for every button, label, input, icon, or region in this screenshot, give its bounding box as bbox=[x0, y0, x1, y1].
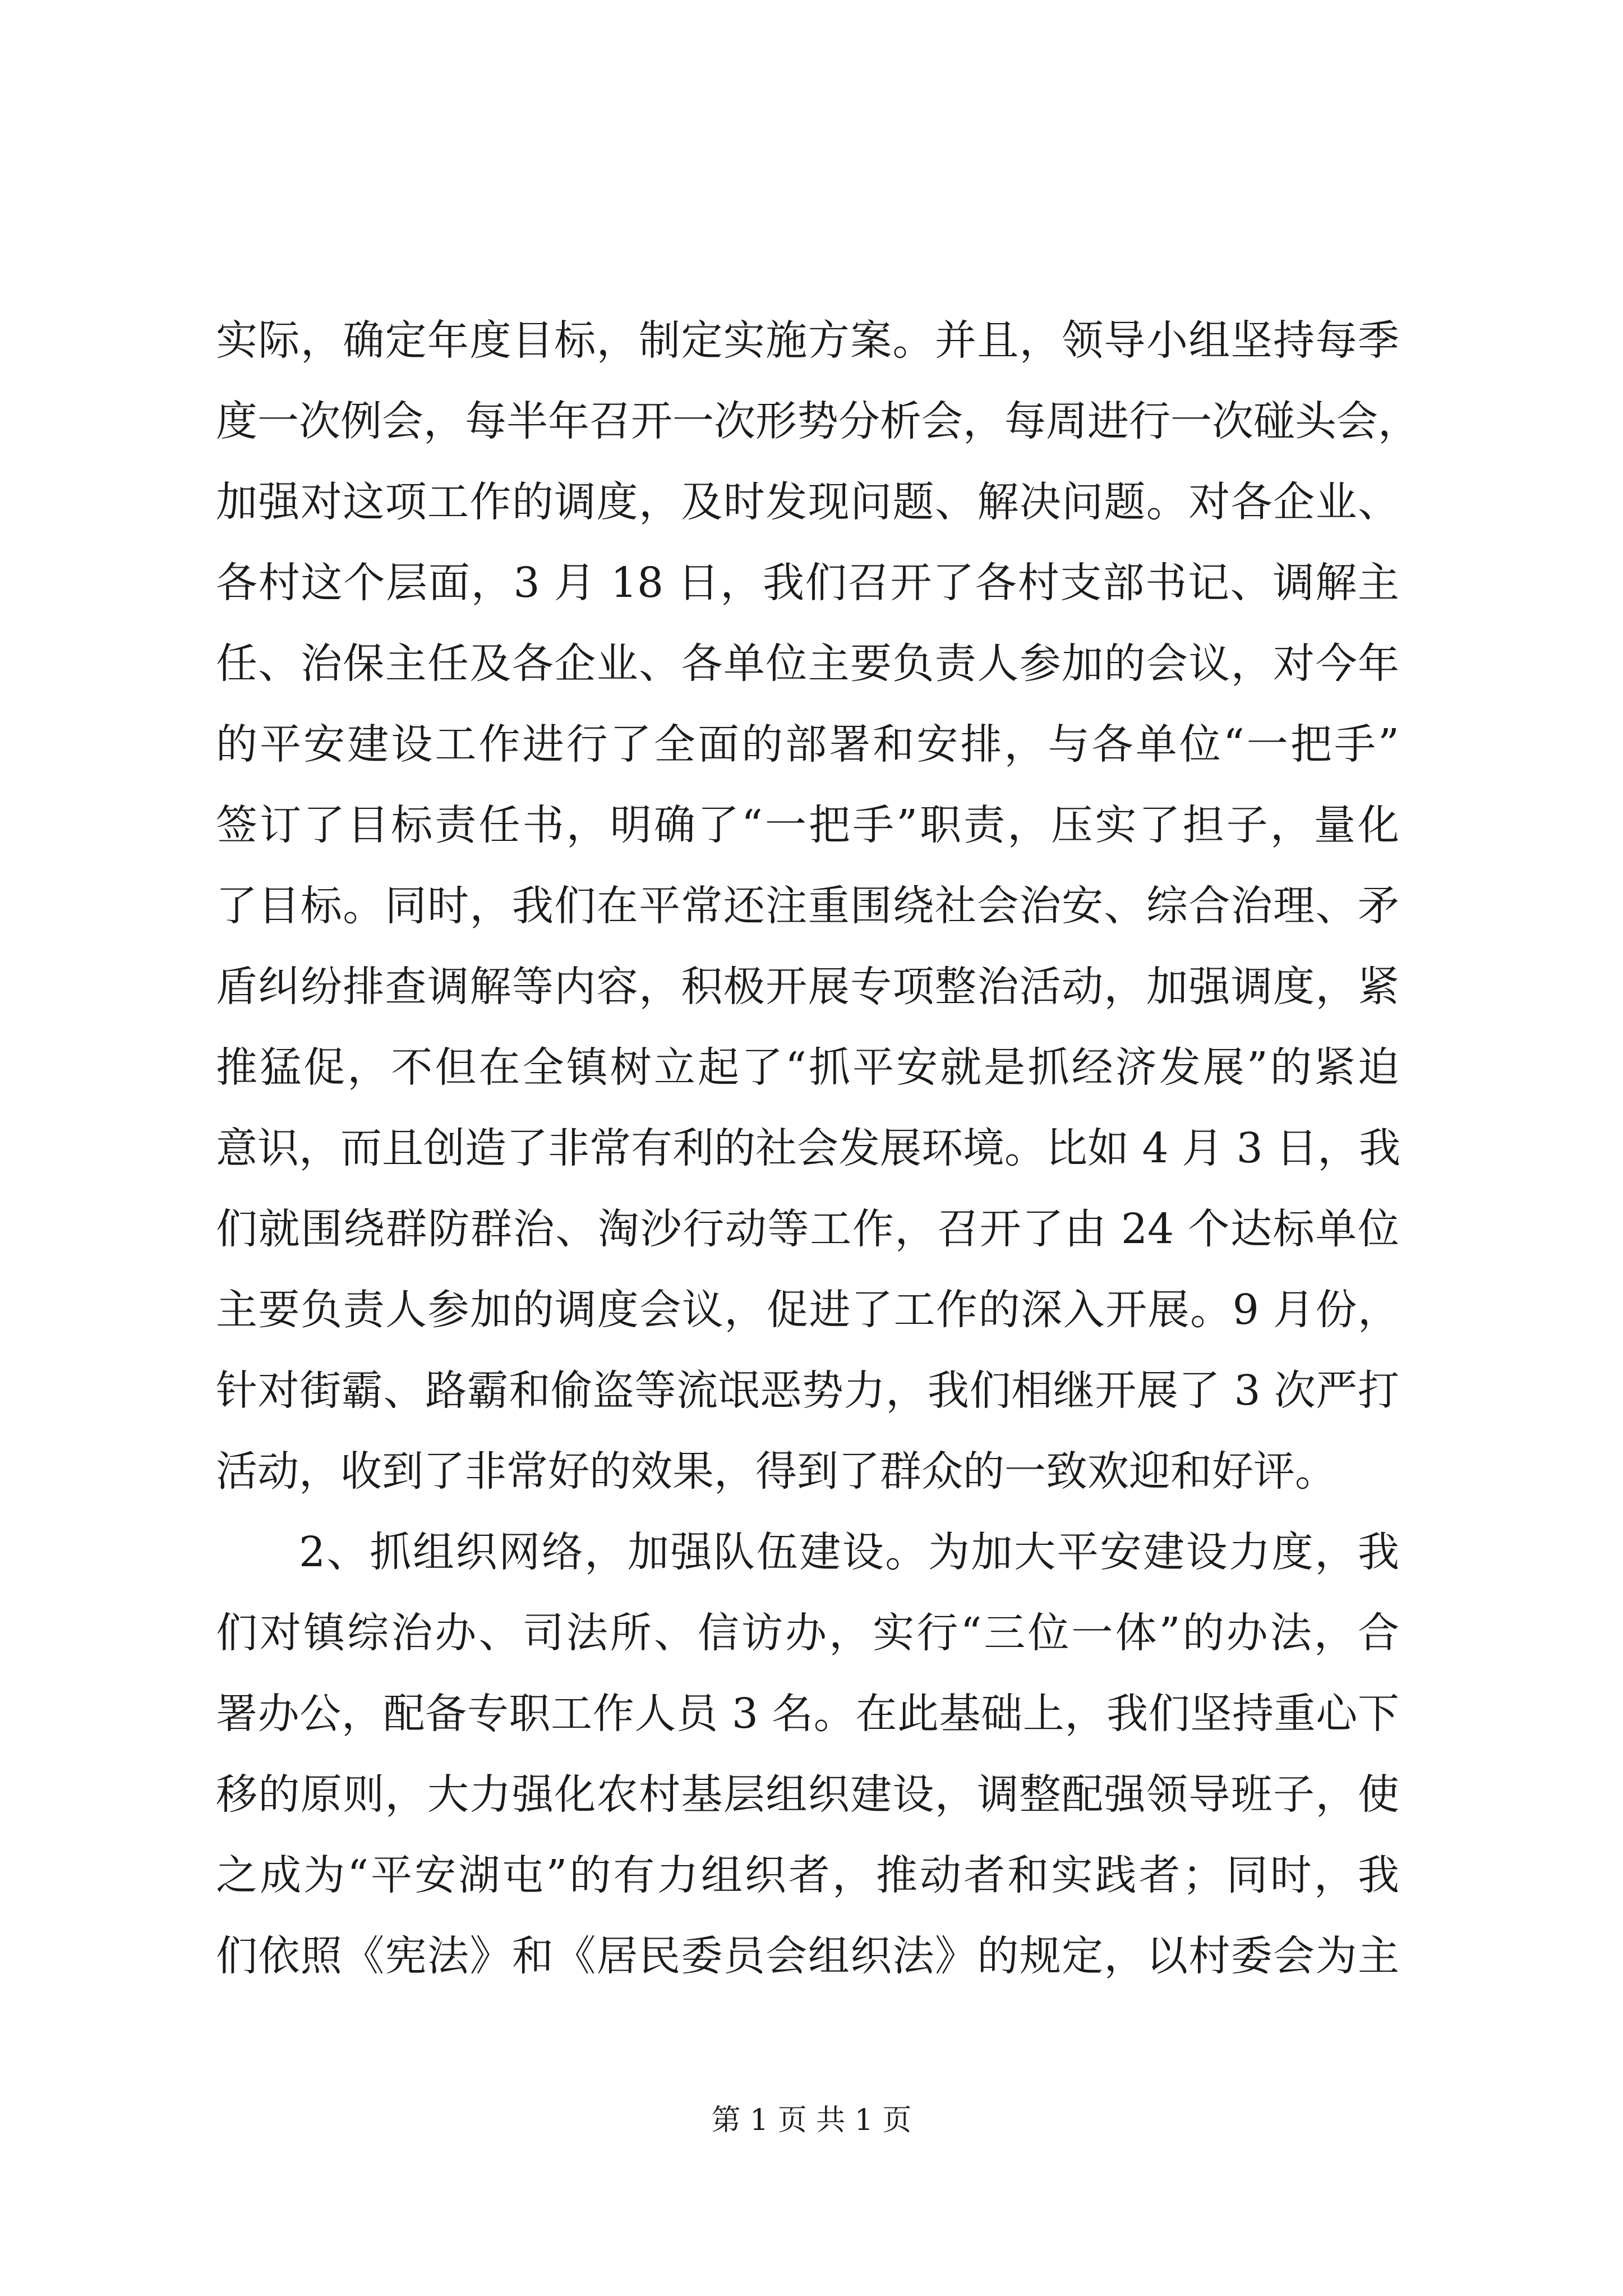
text-line: 们依照《宪法》和《居民委员会组织法》的规定，以村委会为主 bbox=[216, 1932, 1399, 1980]
page-footer: 第 1 页 共 1 页 bbox=[711, 2104, 912, 2137]
text-line: 签订了目标责任书，明确了“一把手”职责，压实了担子，量化 bbox=[216, 801, 1399, 849]
paragraph-start-line: 2、抓组织网络，加强队伍建设。为加大平安建设力度，我 bbox=[299, 1528, 1399, 1576]
text-line: 之成为“平安湖屯”的有力组织者，推动者和实践者；同时，我 bbox=[216, 1851, 1399, 1899]
text-line: 们就围绕群防群治、淘沙行动等工作，召开了由 24 个达标单位 bbox=[216, 1205, 1399, 1253]
text-line: 意识，而且创造了非常有利的社会发展环境。比如 4 月 3 日，我 bbox=[216, 1124, 1401, 1172]
body-text bbox=[216, 300, 1419, 1996]
paragraph-end-line: 活动，收到了非常好的效果，得到了群众的一致欢迎和好评。 bbox=[216, 1447, 1336, 1496]
text-line: 移的原则，大力强化农村基层组织建设，调整配强领导班子，使 bbox=[216, 1770, 1399, 1819]
text-line: 针对街霸、路霸和偷盗等流氓恶势力，我们相继开展了 3 次严打 bbox=[216, 1366, 1399, 1415]
text-line: 任、治保主任及各企业、各单位主要负责人参加的会议，对今年 bbox=[216, 639, 1399, 688]
text-line: 各村这个层面，3 月 18 日，我们召开了各村支部书记、调解主 bbox=[216, 559, 1399, 607]
text-line: 的平安建设工作进行了全面的部署和安排，与各单位“一把手” bbox=[216, 720, 1399, 769]
text-line: 加强对这项工作的调度，及时发现问题、解决问题。对各企业、 bbox=[216, 478, 1399, 526]
text-line: 主要负责人参加的调度会议，促进了工作的深入开展。9 月份， bbox=[216, 1286, 1399, 1334]
text-line: 推猛促，不但在全镇树立起了“抓平安就是抓经济发展”的紧迫 bbox=[216, 1043, 1399, 1092]
text-line: 盾纠纷排查调解等内容，积极开展专项整治活动，加强调度，紧 bbox=[216, 963, 1399, 1011]
text-line: 们对镇综治办、司法所、信访办，实行“三位一体”的办法，合 bbox=[216, 1609, 1399, 1657]
text-line: 了目标。同时，我们在平常还注重围绕社会治安、综合治理、矛 bbox=[216, 882, 1399, 930]
text-line: 度一次例会，每半年召开一次形势分析会，每周进行一次碰头会， bbox=[216, 397, 1419, 445]
text-line: 实际，确定年度目标，制定实施方案。并且，领导小组坚持每季 bbox=[216, 316, 1399, 365]
text-line: 署办公，配备专职工作人员 3 名。在此基础上，我们坚持重心下 bbox=[216, 1690, 1399, 1738]
